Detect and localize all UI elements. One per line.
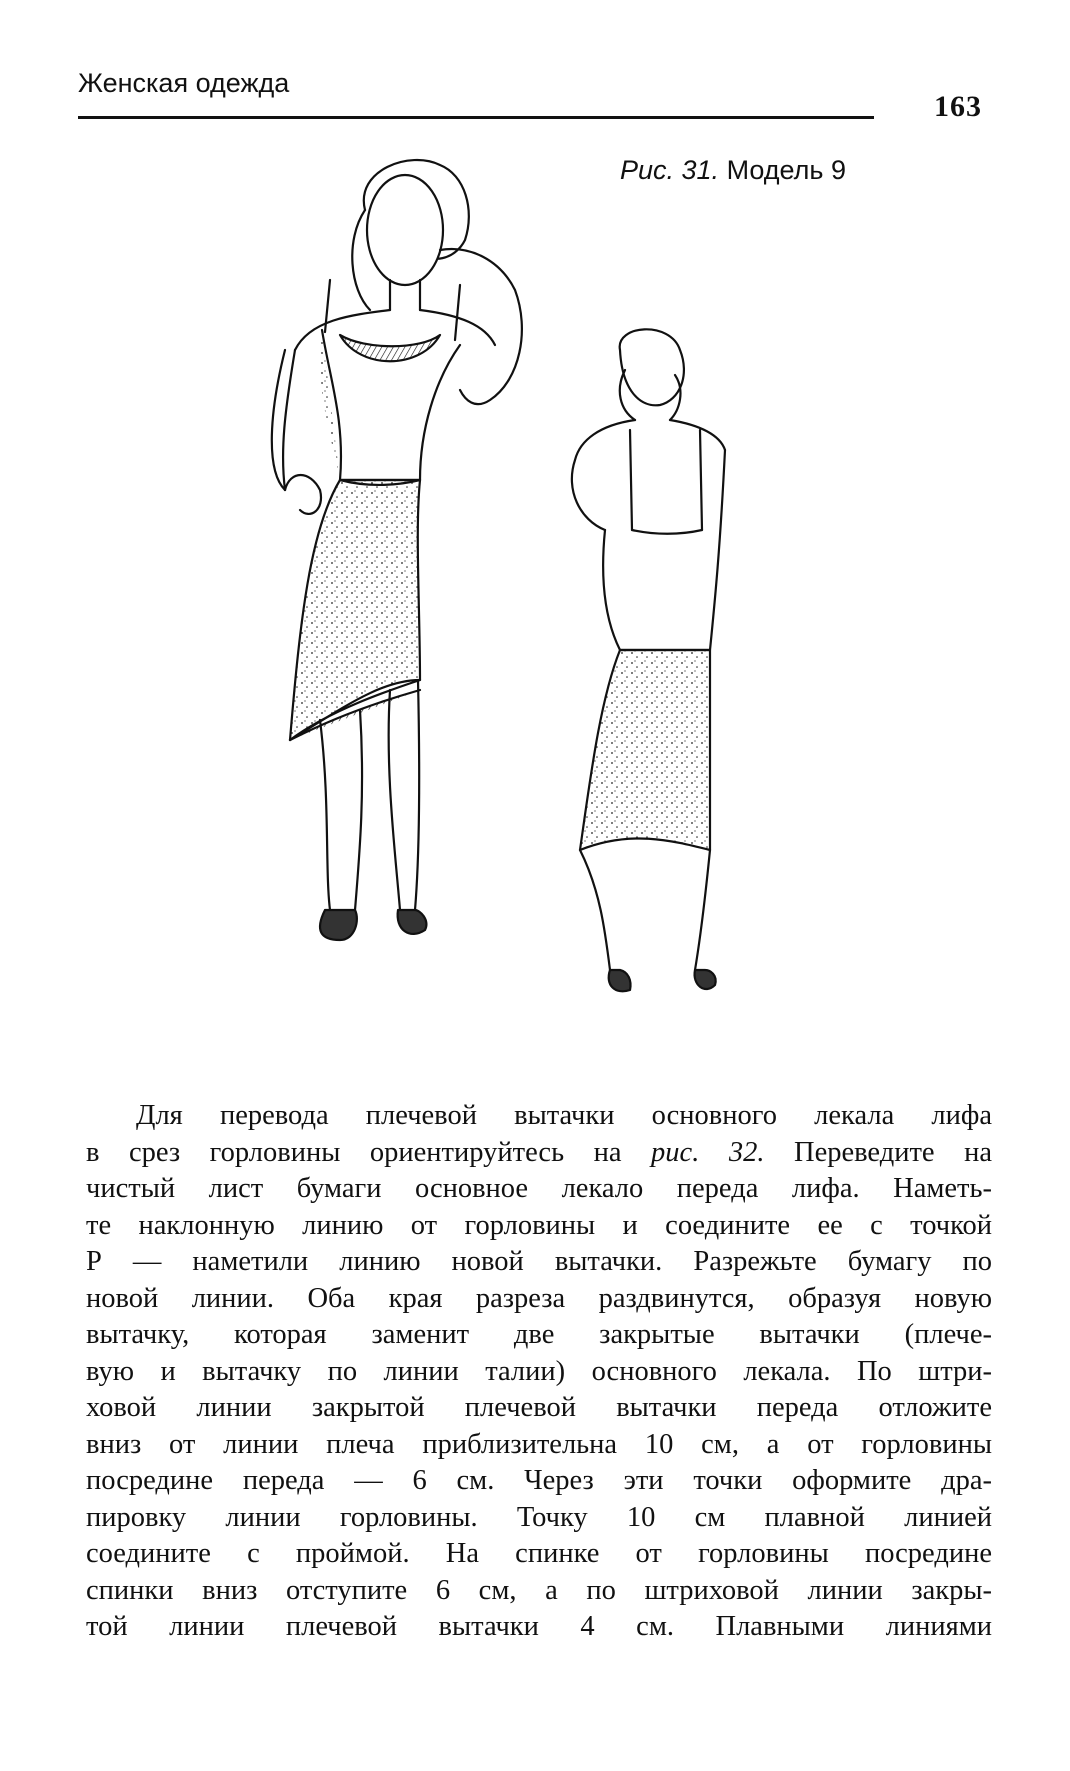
- text-line: чистый лист бумаги основное лекало переда лифа. Наметь-: [86, 1173, 992, 1204]
- text-line-part: в срез горловины ориентируйтесь на: [86, 1136, 652, 1168]
- text-line-part: Переведите на: [764, 1136, 992, 1168]
- running-header: Женская одежда: [78, 68, 290, 98]
- front-figure: [272, 160, 522, 940]
- figure-caption-title: Модель 9: [719, 155, 846, 185]
- text-line: вниз от линии плеча приблизительна 10 см, а от горловины: [86, 1428, 992, 1460]
- figure-reference: рис. 32.: [651, 1136, 765, 1168]
- text-line: посредине переда — 6 см. Через эти точки оформите дра-: [86, 1465, 992, 1496]
- text-line: Для перевода плечевой вытачки основного лекала лифа: [136, 1100, 992, 1131]
- page-number: 163: [934, 90, 982, 123]
- text-line: те наклонную линию от горловины и соедините ее с точкой: [86, 1209, 992, 1241]
- dress-sketch-figures: [270, 150, 870, 1070]
- text-line: той линии плечевой вытачки 4 см. Плавными линиями: [86, 1611, 992, 1642]
- text-line: пировку линии горловины. Точку 10 см плавной линией: [86, 1501, 992, 1533]
- header-rule: [78, 116, 874, 119]
- text-line: новой линии. Оба края разреза раздвинутся, образуя новую: [86, 1282, 992, 1314]
- text-line: Р — наметили линию новой вытачки. Разрежьте бумагу по: [86, 1246, 992, 1277]
- text-line: спинки вниз отступите 6 см, а по штриховой линии закры-: [86, 1574, 992, 1606]
- text-line: [86, 1135, 992, 1172]
- back-figure: [572, 329, 725, 991]
- body-text: [86, 1098, 992, 1646]
- text-line: ховой линии закрытой плечевой вытачки переда отложите: [86, 1392, 992, 1423]
- text-line: вытачку, которая заменит две закрытые вытачки (плече-: [86, 1319, 992, 1350]
- text-line: вую и вытачку по линии талии) основного лекала. По штри-: [86, 1355, 992, 1387]
- figure-caption-label: Рис. 31.: [620, 155, 720, 185]
- text-line: соедините с проймой. На спинке от горловины посредине: [86, 1538, 992, 1569]
